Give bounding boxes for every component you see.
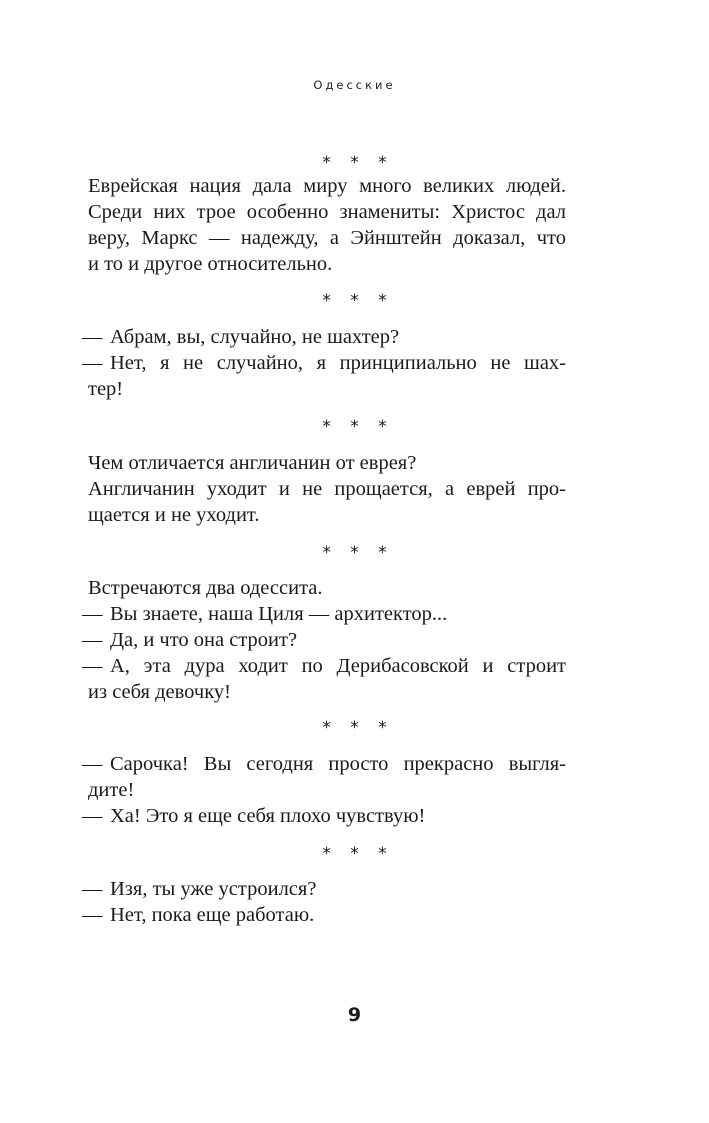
text-line: Среди них трое особенно знамениты: Христос дал [88, 201, 566, 223]
dialogue-line [82, 627, 566, 653]
section-divider: * * * [322, 844, 394, 864]
dialogue-text: Вы знаете, наша Циля — архитектор... [110, 603, 448, 625]
section-divider: * * * [322, 291, 394, 311]
dialogue-text: Нет, пока еще работаю. [110, 904, 315, 926]
dialogue-dash: — [82, 629, 103, 651]
text-line: Англичанин уходит и не прощается, а еврей про- [88, 478, 566, 500]
page-number: 9 [347, 1004, 362, 1026]
text-line: веру, Маркс — надежду, а Эйнштейн доказал, что [88, 227, 566, 249]
dialogue-dash: — [82, 753, 103, 775]
dialogue-dash: — [82, 878, 103, 900]
joke-3 [88, 450, 566, 528]
dialogue-line [82, 902, 566, 928]
dialogue-dash: — [82, 805, 103, 827]
text-line: щается и не уходит. [88, 504, 260, 526]
joke-2 [82, 324, 566, 402]
dialogue-dash: — [82, 655, 103, 677]
dialogue-dash: — [82, 603, 103, 625]
running-head: Одесские [313, 78, 396, 92]
text-line: из себя девочку! [88, 681, 231, 703]
dialogue-text: Абрам, вы, случайно, не шахтер? [110, 326, 400, 348]
dialogue-line [82, 751, 566, 777]
text-line: и то и другое относительно. [88, 253, 333, 275]
text-line: Чем отличается англичанин от еврея? [88, 452, 417, 474]
text-line: Еврейская нация дала миру много великих людей. [88, 175, 566, 197]
dialogue-text: Изя, ты уже устроился? [110, 878, 317, 900]
section-divider: * * * [322, 718, 394, 738]
section-divider: * * * [322, 153, 394, 173]
dialogue-line [82, 350, 566, 376]
dialogue-line [82, 803, 566, 829]
section-divider: * * * [322, 543, 394, 563]
dialogue-text: Да, и что она строит? [110, 629, 298, 651]
joke-6 [82, 876, 566, 928]
dialogue-line [82, 876, 566, 902]
dialogue-text: Нет, я не случайно, я принципиально не шах- [110, 352, 566, 374]
dialogue-dash: — [82, 326, 103, 348]
joke-5 [82, 751, 566, 829]
joke-1 [88, 173, 566, 277]
text-line: дите! [88, 779, 135, 801]
dialogue-line [82, 324, 566, 350]
dialogue-text: Сарочка! Вы сегодня просто прекрасно выгля- [110, 753, 566, 775]
dialogue-line [82, 653, 566, 679]
dialogue-line [82, 601, 566, 627]
text-line: Встречаются два одессита. [88, 577, 323, 599]
dialogue-dash: — [82, 904, 103, 926]
dialogue-dash: — [82, 352, 103, 374]
section-divider: * * * [322, 417, 394, 437]
text-line: тер! [88, 378, 124, 400]
dialogue-text: А, эта дура ходит по Дерибасовской и строит [110, 655, 566, 677]
dialogue-text: Ха! Это я еще себя плохо чувствую! [110, 805, 426, 827]
joke-4 [82, 575, 566, 705]
